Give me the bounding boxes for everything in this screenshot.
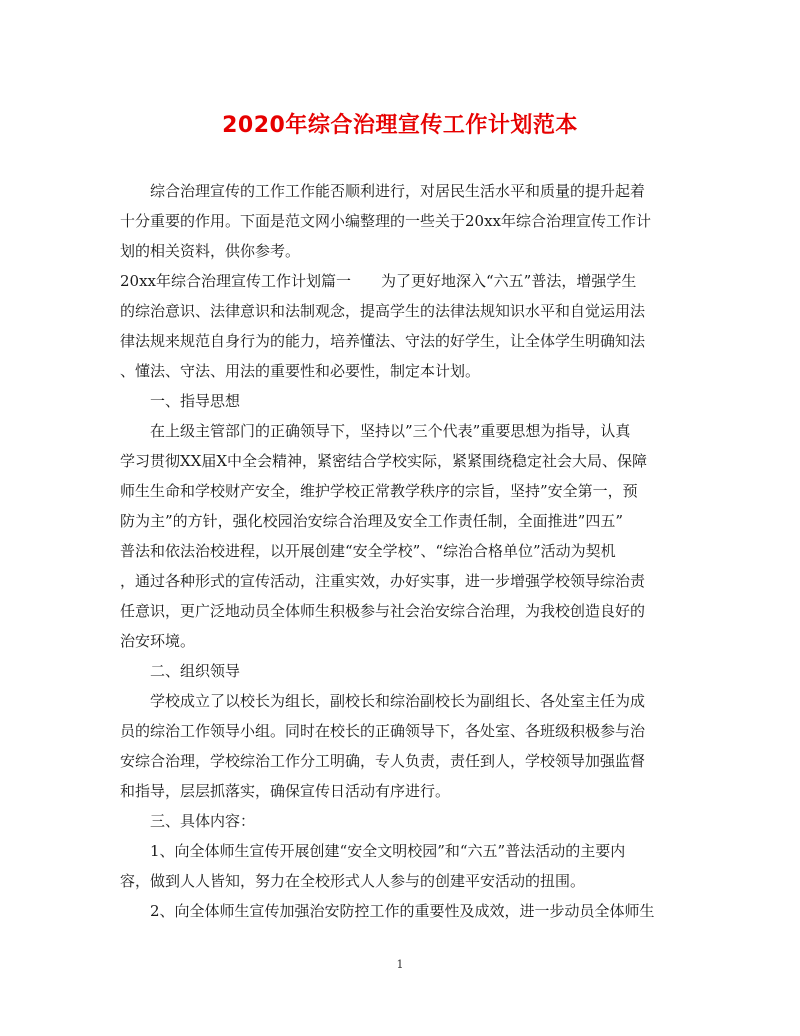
- body-line: 治安环境。: [120, 632, 196, 650]
- body-line: 和指导，层层抓落实，确保宣传日活动有序进行。: [120, 782, 451, 800]
- body-line: 的综治意识、法律意识和法制观念，提高学生的法律法规知识水平和自觉运用法: [120, 302, 646, 320]
- body-line: 1、向全体师生宣传开展创建“安全文明校园”和“六五”普法活动的主要内: [150, 842, 626, 860]
- body-line: 员的综治工作领导小组。同时在校长的正确领导下，各处室、各班级积极参与治: [120, 722, 646, 740]
- body-line: 任意识，更广泛地动员全体师生积极参与社会治安综合治理，为我校创造良好的: [120, 602, 646, 620]
- section-heading-content: 三、具体内容：: [150, 812, 256, 830]
- body-line: 容，做到人人皆知，努力在全校形式人人参与的创建平安活动的扭围。: [120, 872, 586, 890]
- body-line: 学校成立了以校长为组长，副校长和综治副校长为副组长、各处室主任为成: [150, 692, 646, 710]
- body-line: 律法规来规范自身行为的能力，培养懂法、守法的好学生，让全体学生明确知法: [120, 332, 646, 350]
- body-line: 普法和依法治校进程，以开展创建“安全学校”、“综治合格单位”活动为契机: [120, 542, 616, 560]
- section-heading-organization: 二、组织领导: [150, 662, 241, 680]
- body-line: 综合治理宣传的工作工作能否顺利进行，对居民生活水平和质量的提升起着: [150, 182, 646, 200]
- body-line: 20xx年综合治理宣传工作计划篇一 为了更好地深入“六五”普法，增强学生: [120, 272, 637, 290]
- document-body: [120, 176, 682, 926]
- section-heading-guiding-ideology: 一、指导思想: [150, 392, 241, 410]
- body-line: 划的相关资料，供你参考。: [120, 242, 301, 260]
- body-line: 2、向全体师生宣传加强治安防控工作的重要性及成效，进一步动员全体师生: [150, 902, 655, 920]
- body-line: 、懂法、守法、用法的重要性和必要性，制定本计划。: [120, 362, 481, 380]
- document-title: 2020年综合治理宣传工作计划范本: [222, 113, 578, 138]
- body-line: ，通过各种形式的宣传活动，注重实效，办好实事，进一步增强学校领导综治责: [120, 572, 646, 590]
- body-line: 十分重要的作用。下面是范文网小编整理的一些关于20xx年综合治理宣传工作计: [120, 212, 652, 230]
- body-line: 在上级主管部门的正确领导下，坚持以”三个代表”重要思想为指导，认真: [150, 422, 631, 440]
- page-number: 1: [396, 958, 404, 971]
- body-line: 学习贯彻XX届X中全会精神，紧密结合学校实际，紧紧围绕稳定社会大局、保障: [120, 452, 648, 470]
- body-line: 师生生命和学校财产安全，维护学校正常教学秩序的宗旨，坚持”安全第一，预: [120, 482, 638, 500]
- body-line: 防为主”的方针，强化校园治安综合治理及安全工作责任制，全面推进”四五”: [120, 512, 624, 530]
- body-line: 安综合治理，学校综治工作分工明确，专人负责，责任到人，学校领导加强监督: [120, 752, 646, 770]
